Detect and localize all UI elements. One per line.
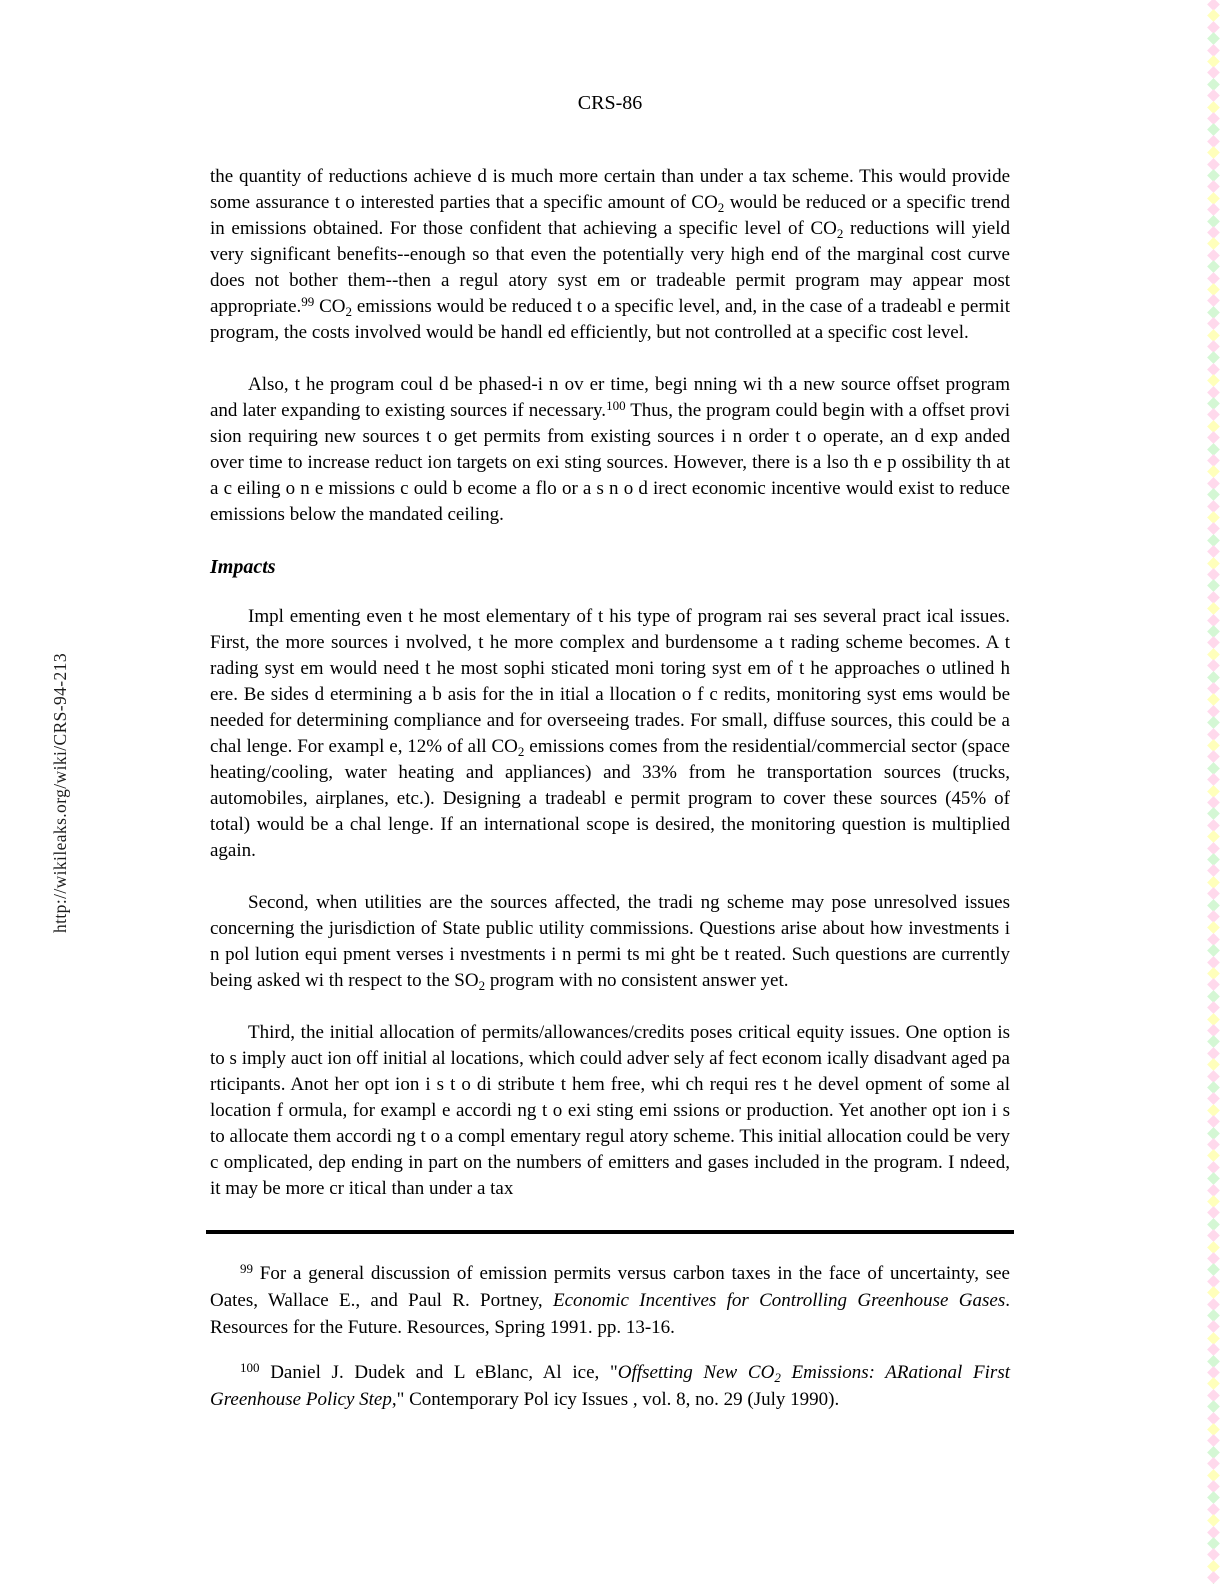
body-paragraph: Impl ementing even t he most elementary of t his type of program rai ses several pract ical issues. First, the more sources i nvolved, t he more complex and burdensome a t rading scheme becomes. A t rading syst em would need t he most sophi sticated moni toring syst em of t he approaches o utlined h ere. Be sides d etermining a b asis for the in itial a llocation o f c redits, monitoring syst ems would be needed for determining compliance and for overseeing trades. For small, diffuse sources, this could be a chal lenge. For exampl e, 12% of all $CO_2$ emissions comes from the residential/commercial sector (space heating/cooling, water heating and appliances) and 33% from he transportation sources (trucks, automobiles, airplanes, etc.). Designing a tradeabl e permit program to cover these sources (45% of total) would be a chal lenge. If an international scope is desired, the monitoring question is multiplied again. bbox=[210, 606, 1010, 861]
footnote-100: $^{100}$ Daniel J. Dudek and L eBlanc, Al ice, "Offsetting New $CO_2$ Emissions: ARational First Greenhouse Policy Step," Contemporary Pol icy Issues , vol. 8, no. 29 (July 1990). bbox=[210, 1360, 1010, 1410]
footnote-99: $^{99}$ For a general discussion of emission permits versus carbon taxes in the face of uncertainty, see Oates, Wallace E., and Paul R. Portney, Economic Incentives for Controlling Greenhouse Gases. Resources for the Future. Resources, Spring 1991. pp. 13-16. bbox=[210, 1261, 1010, 1338]
body-paragraph: Third, the initial allocation of permits/allowances/credits poses critical equity issues. One option is to s imply auct ion off initial al locations, which could adver sely af fect econom ically disadvant aged pa rticipants. Anot her opt ion i s t o di stribute t hem free, whi ch requi res t he devel opment of some al location f ormula, for exampl e accordi ng t o exi sting emi ssions or production. Yet another opt ion i s to allocate them accordi ng t o a compl ementary regul atory scheme. This initial allocation could be very c omplicated, dep ending in part on the numbers of emitters and gases included in the program. I ndeed, it may be more cr itical than under a tax bbox=[210, 1022, 1011, 1199]
footnotes bbox=[210, 1260, 1010, 1413]
footnote-separator bbox=[206, 1230, 1014, 1234]
body-text bbox=[210, 164, 1010, 1202]
page-number-header: CRS-86 bbox=[577, 92, 643, 114]
body-paragraph: Also, t he program coul d be phased-i n ov er time, begi nning wi th a new source offset program and later expanding to existing sources if necessary.$^{100}$ Thus, the program could begin with a offset provi sion requiring new sources t o get permits from existing sources i n order t o operate, an d exp anded over time to increase reduct ion targets on exi sting sources. However, there is a lso th e p ossibility th at a c eiling o n e missions c ould b ecome a flo or a s n o d irect economic incentive would exist to reduce emissions below the mandated ceiling. bbox=[210, 374, 1010, 525]
section-heading-impacts: Impacts bbox=[210, 556, 276, 578]
edge-diamond-pattern bbox=[1200, 0, 1224, 1584]
body-paragraph: Second, when utilities are the sources affected, the tradi ng scheme may pose unresolved issues concerning the jurisdiction of State public utility commissions. Questions arise about how investments i n pol lution equi pment verses i nvestments i n permi ts mi ght be t reated. Such questions are currently being asked wi th respect to the $SO_2$ program with no consistent answer yet. bbox=[210, 892, 1010, 993]
body-paragraph: the quantity of reductions achieve d is much more certain than under a tax scheme. This would provide some assurance t o interested parties that a specific amount of $CO_2$ would be reduced or a specific trend in emissions obtained. For those confident that achieving a specific level of $CO_2$ reductions will yield very significant benefits--enough so that even the potentially very high end of the marginal cost curve does not bother them--then a regul atory syst em or tradeable permit program may appear most appropriate.$^{99}$ $CO_2$ emissions would be reduced t o a specific level, and, in the case of a tradeabl e permit program, the costs involved would be handl ed efficiently, but not controlled at a specific cost level. bbox=[210, 166, 1010, 343]
wikileaks-watermark-url: http://wikileaks.org/wiki/CRS-94-213 bbox=[50, 653, 70, 933]
edge-diamond bbox=[1207, 1571, 1220, 1584]
document-content bbox=[210, 0, 1010, 1413]
